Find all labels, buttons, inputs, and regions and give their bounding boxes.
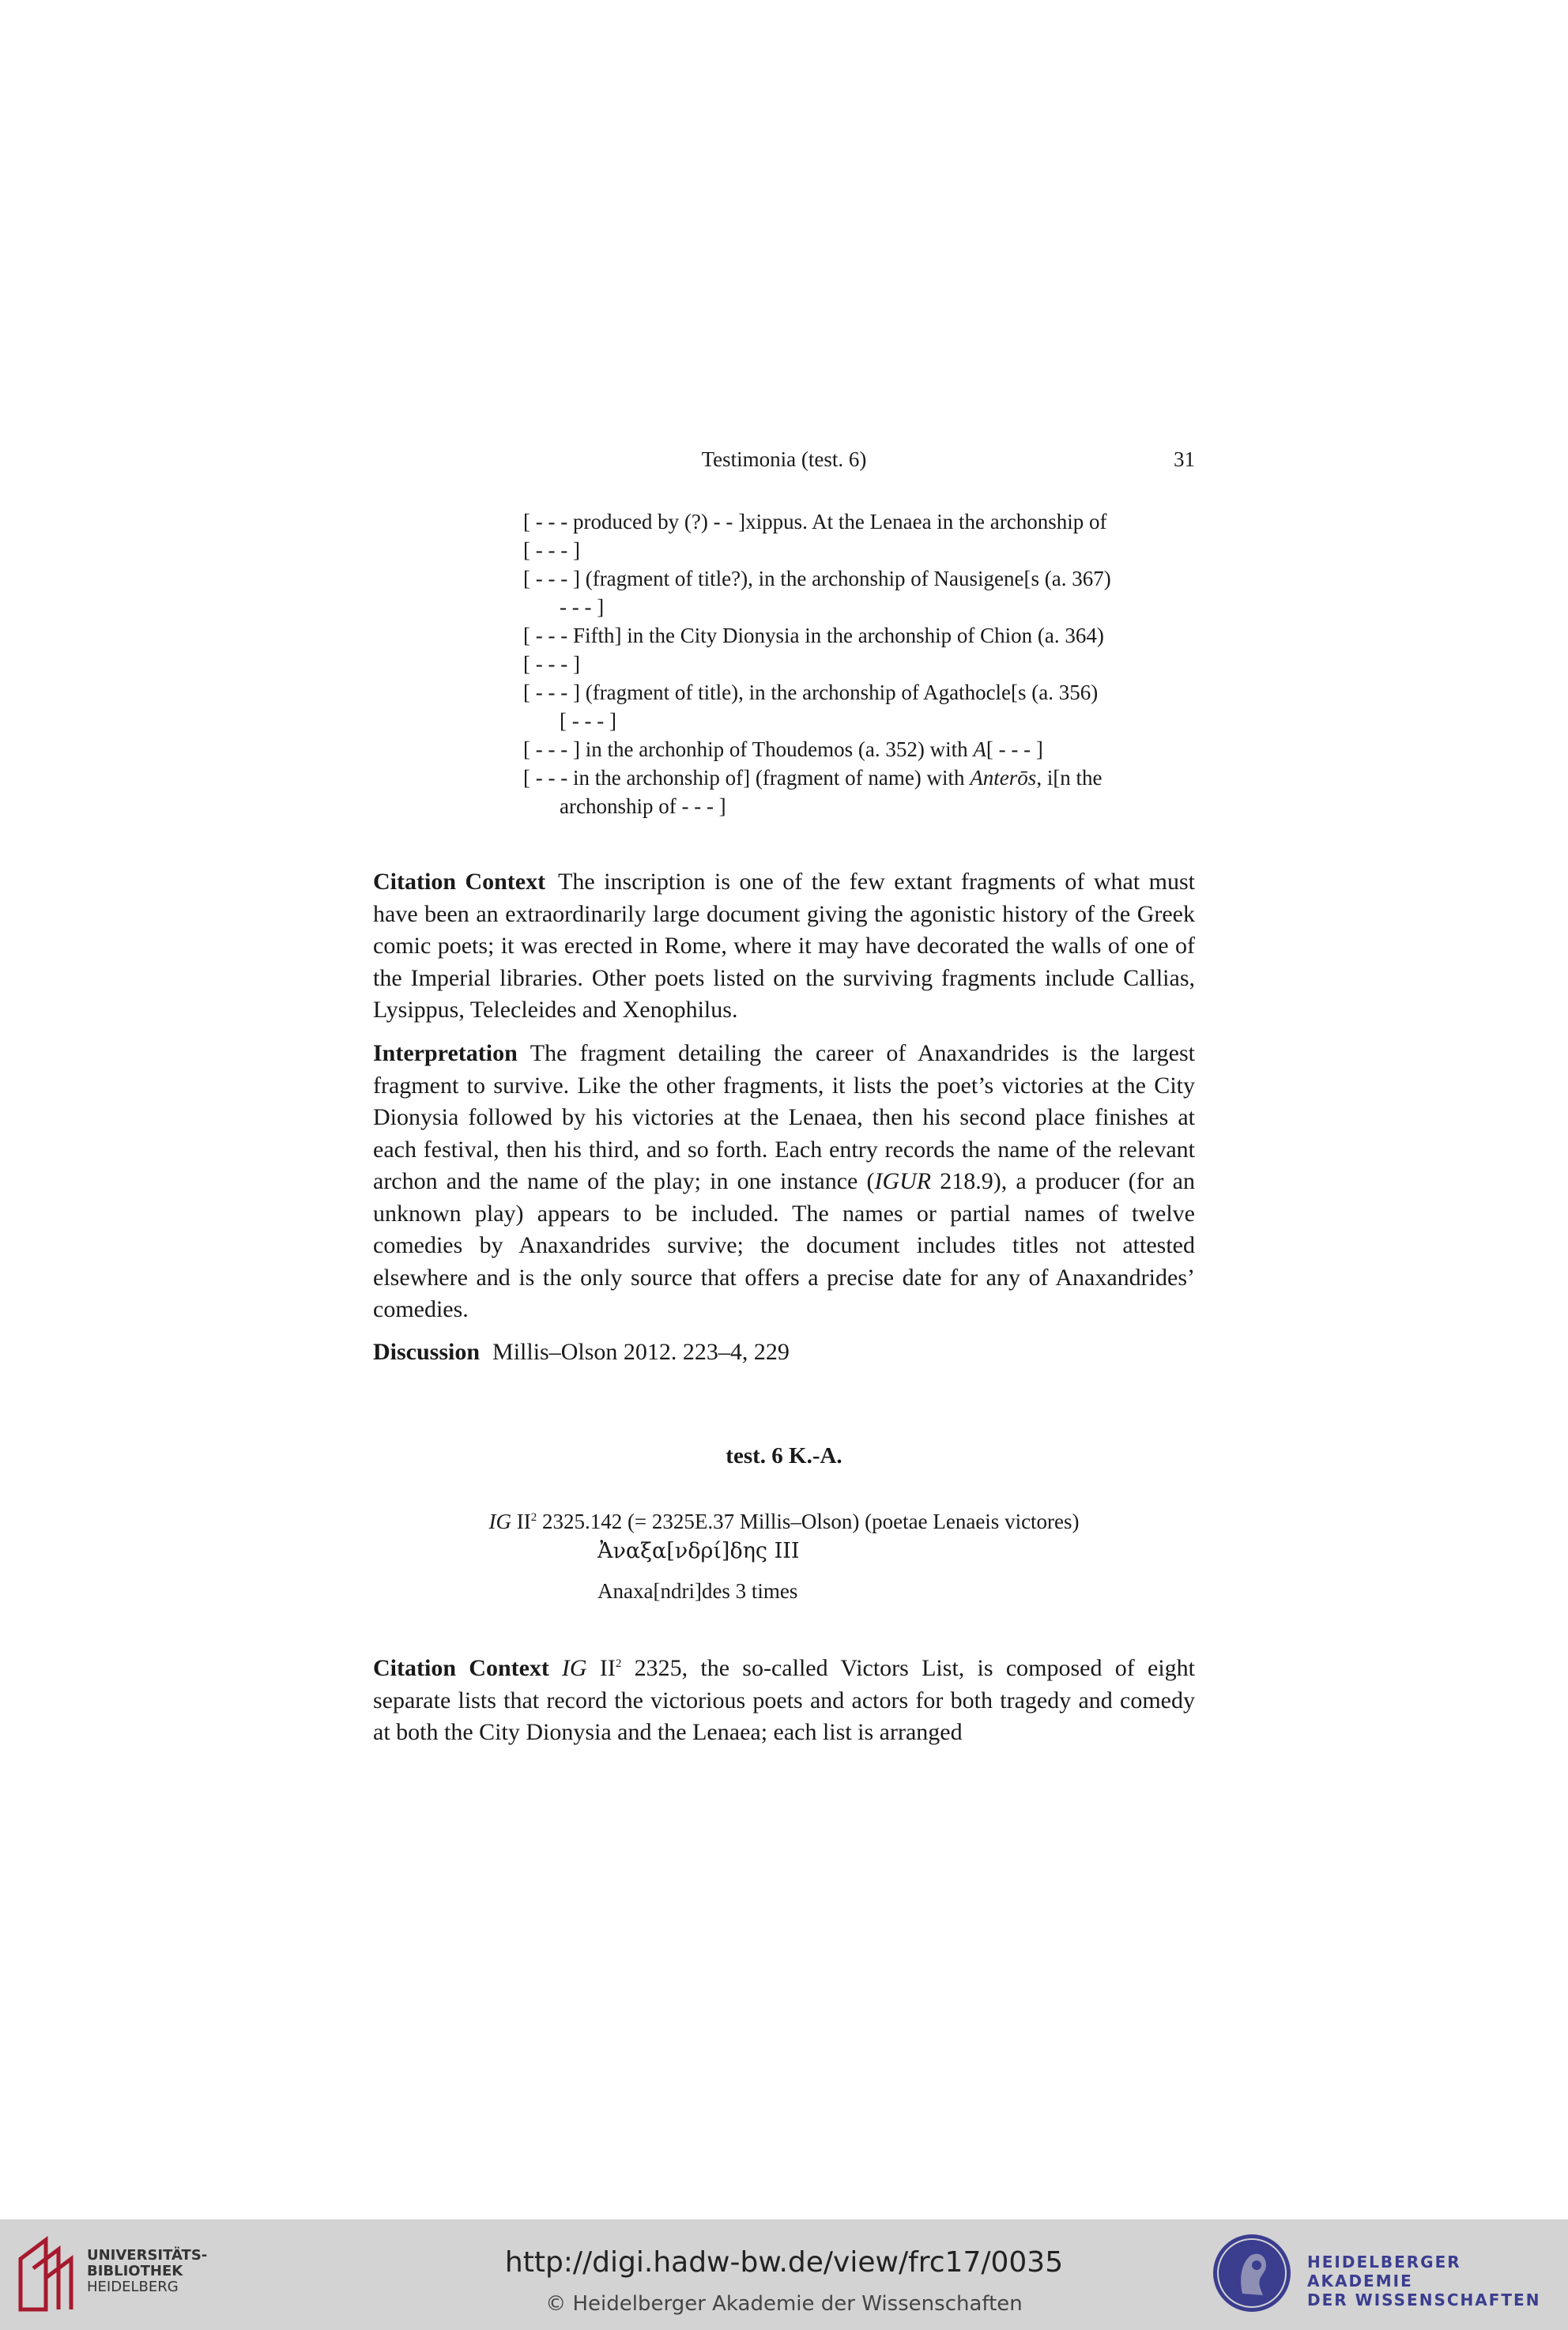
translation-line: - - - ] — [560, 595, 605, 619]
source-superscript: 2 — [530, 1511, 537, 1524]
source-italic: IG — [488, 1510, 511, 1533]
academy-line: DER WISSENSCHAFTEN — [1307, 2290, 1541, 2309]
italic-name: Anterōs — [970, 766, 1037, 790]
source-superscript: 2 — [615, 1657, 622, 1670]
translation-line: [ - - - ] — [560, 709, 616, 733]
interpretation-text: The fragment detailing the career of Anaxandrides is the largest fragment to survive. Like the other fragments, it lists the poet’s victories at the City Dionysia followed by his victories at the Lenaea, then his second place finishes at each festival, then his third, and so forth. Each entry records the name of the relevant archon and the name of the play; in one instance ( — [373, 1040, 1195, 1194]
discussion-label: Discussion — [373, 1339, 481, 1365]
translation-line: [ - - - ] — [523, 538, 580, 562]
discussion-paragraph — [373, 1337, 1195, 1369]
translation-line: [ - - - ] — [523, 652, 580, 676]
translation-line-text: [ - - - in the archonship of] (fragment of name) with — [523, 766, 971, 790]
interpretation-text: 218.9), a producer (for an unknown play) appears to be included. The names or partial names of twelve comedies by Anaxandrides survive; the document includes titles not attested elsewhere and is the only source that offers a precise date for any of Anaxandrides’ comedies. — [373, 1168, 1196, 1322]
footer-bar — [0, 2219, 1568, 2330]
discussion-text: Millis–Olson 2012. 223–4, 229 — [492, 1339, 790, 1365]
testimonium-heading: test. 6 K.-A. — [726, 1443, 842, 1469]
academy-seal-icon — [1211, 2232, 1293, 2314]
translation-line — [523, 763, 1195, 792]
translation-line: archonship of - - - ] — [560, 794, 726, 818]
ub-line: BIBLIOTHEK — [87, 2263, 183, 2279]
ub-line: HEIDELBERG — [87, 2279, 179, 2295]
translation-line: [ - - - ] (fragment of title), in the archonship of Agathocle[s (a. 356) — [523, 681, 1099, 704]
source-italic: IG — [561, 1655, 587, 1681]
translation-text: Anaxa[ndri]des 3 times — [597, 1579, 798, 1603]
source-roman: II — [511, 1510, 531, 1533]
ub-line: UNIVERSITÄTS- — [87, 2247, 208, 2264]
fragment-translation — [523, 507, 1195, 820]
italic-abbreviation: IGUR — [874, 1168, 932, 1194]
citation-context-label: Citation Context — [373, 1655, 549, 1681]
citation-context-text: The inscription is one of the few extant fragments of what must have been an extraordinarily large document giving the agonistic history of the Greek comic poets; it was erected in Rome, where it may have decorated the walls of one of the Imperial libraries. Other poets listed on the surviving fragments include Callias, Lysippus, Telecleides and Xenophilus. — [373, 869, 1195, 1023]
citation-context-paragraph — [373, 866, 1195, 1027]
greek-text: Ἀναξα[νδρί]δης III — [597, 1539, 800, 1563]
translation-line: [ - - - ] (fragment of title?), in the archonship of Nausigene[s (a. 367) — [523, 567, 1111, 590]
italic-name: A — [973, 737, 986, 761]
citation-context-paragraph-2 — [373, 1653, 1195, 1749]
translation-line-text: [ - - - ] in the archonhip of Thoudemos (a. 352) with — [523, 737, 974, 761]
citation-context-label: Citation Context — [373, 869, 546, 895]
translation-line: [ - - - Fifth] in the City Dionysia in the archonship of Chion (a. 364) — [523, 624, 1104, 647]
academy-line: HEIDELBERGER AKADEMIE — [1307, 2253, 1461, 2290]
translation-line — [523, 735, 1195, 763]
page-number: 31 — [1174, 447, 1195, 471]
translation-line: [ - - - produced by (?) - - ]xippus. At the Lenaea in the archonship of — [523, 510, 1107, 533]
source-rest: 2325.142 (= 2325E.37 Millis–Olson) (poetae Lenaeis victores) — [537, 1510, 1080, 1533]
academy-name — [1307, 2253, 1568, 2309]
translation-line-text: , i[n the — [1036, 766, 1102, 790]
citation-context-text: 2325, the so-called Victors List, is composed of eight separate lists that record the victorious poets and actors for both tragedy and comedy at both the City Dionysia and the Lenaea; each list is arranged — [373, 1655, 1195, 1745]
permalink-url[interactable]: http://digi.hadw-bw.de/view/frc17/0035 — [504, 2246, 1064, 2279]
source-reference — [373, 1510, 1195, 1534]
source-roman: II — [586, 1655, 616, 1681]
interpretation-label: Interpretation — [373, 1040, 518, 1066]
copyright-notice: © Heidelberger Akademie der Wissenschaften — [545, 2292, 1023, 2316]
running-title: Testimonia (test. 6) — [701, 447, 867, 471]
running-head — [373, 447, 1195, 479]
translation-line-text: [ - - - ] — [986, 737, 1043, 761]
interpretation-paragraph — [373, 1038, 1195, 1326]
